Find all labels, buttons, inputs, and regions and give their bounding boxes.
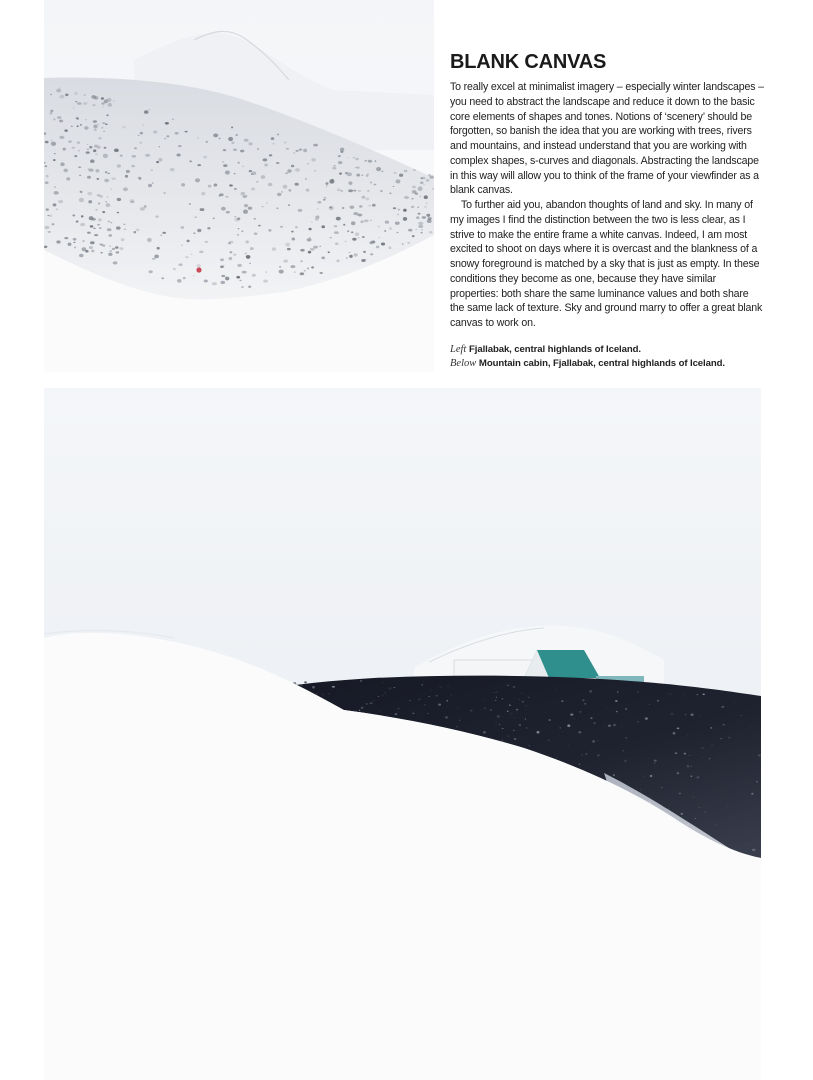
article-paragraph-2: To further aid you, abandon thoughts of land and sky. In many of my images I find the distinction between the two is less clear, as I strive to make the entire frame a white canvas. Indeed, I am most excited to shoot on days where it is overcast and the blankness of a snowy foreground is matched by a sky that is just as empty. In these conditions they become as one, because they have similar properties: both share the same luminance values and both share the same lack of texture. Sky and ground marry to offer a great blank canvas to work on. <box>450 199 763 329</box>
cabin-photo-graphic <box>44 388 761 1080</box>
article-paragraph-1: To really excel at minimalist imagery – especially winter landscapes – you need to abstract the landscape and reduce it down to the basic core elements of shapes and tones. Notions of ‘scenery’ should be forgotten, so banish the idea that you are working with trees, rivers and mountains, and instead understand that you are working with complex shapes, s-curves and diagonals. Abstracting the landscape in this way will allow you to think of the frame of your viewfinder as a blank canvas. <box>450 81 764 197</box>
caption-left <box>450 343 765 358</box>
photo-left-hillside <box>44 0 434 372</box>
caption-left-label: Left <box>450 343 467 355</box>
caption-below-label: Below <box>450 358 477 370</box>
caption-below-text: Mountain cabin, Fjallabak, central highlands of Iceland. <box>478 358 725 370</box>
hillside-photo-graphic <box>44 0 434 372</box>
article-column <box>450 50 765 372</box>
photo-below-cabin <box>44 388 761 1080</box>
photo-captions <box>450 343 765 372</box>
caption-left-text: Fjallabak, central highlands of Iceland. <box>469 343 641 355</box>
caption-below <box>450 357 765 372</box>
article-headline: BLANK CANVAS <box>450 51 607 73</box>
